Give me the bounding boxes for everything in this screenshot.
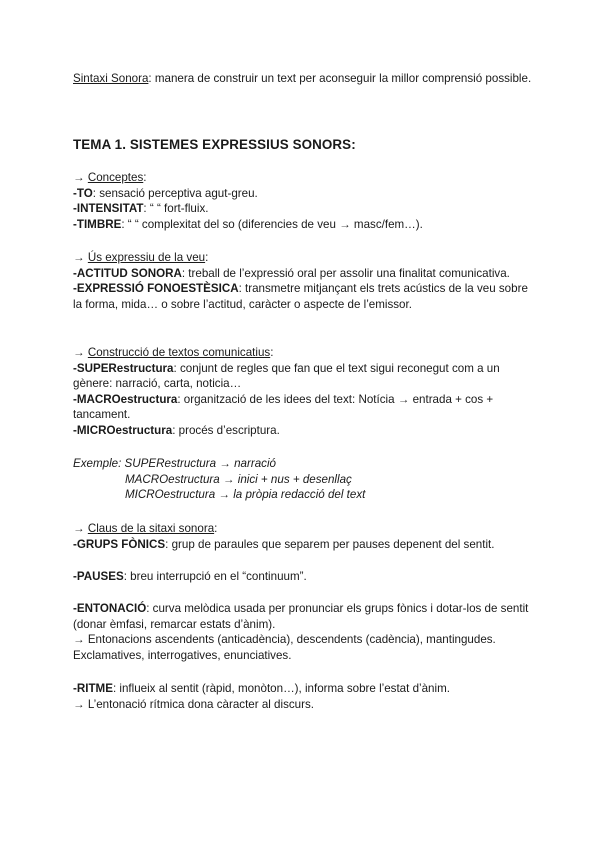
section-title: TEMA 1. SISTEMES EXPRESSIUS SONORS: — [73, 137, 356, 152]
us-heading: → Ús expressiu de la veu: — [73, 251, 209, 264]
claus-heading: → Claus de la sitaxi sonora: — [73, 522, 218, 535]
construccio-super: -SUPERestructura: conjunt de regles que fan que el text sigui reconegut com a un gènere: narració, carta, noticia… — [73, 361, 500, 390]
conceptes-heading: → Conceptes: — [73, 171, 147, 184]
construccio-section — [73, 345, 533, 438]
us-actitud: -ACTITUD SONORA: treball de l’expressió oral per assolir una finalitat comunicativa. — [73, 266, 510, 280]
conceptes-section — [73, 170, 533, 232]
intro-text: : manera de construir un text per aconseguir la millor comprensió possible. — [148, 72, 532, 85]
construccio-macro: -MACROestructura: organització de les idees del text: Notícia → entrada + cos + tancament. — [73, 392, 494, 421]
claus-grups: -GRUPS FÒNICS: grup de paraules que separem per pauses depenent del sentit. — [73, 537, 495, 551]
construccio-micro: -MICROestructura: procés d’escriptura. — [73, 423, 280, 437]
exemple-line-2: MACROestructura → inici + nus + desenllaç — [125, 472, 352, 486]
concept-to: -TO: sensació perceptiva agut-greu. — [73, 186, 258, 200]
us-section — [73, 250, 533, 312]
entonacio-note: → Entonacions ascendents (anticadència), descendents (cadència), mantingudes. Exclamatives, interrogatives, enunciatives. — [73, 633, 496, 662]
exemple-line-1: Exemple: SUPERestructura → narració — [73, 457, 276, 470]
exemple-block — [73, 456, 533, 503]
concept-timbre: -TIMBRE: “ “ complexitat del so (diferencies de veu → masc/fem…). — [73, 217, 423, 231]
exemple-line-3: MICROestructura → la pròpia redacció del text — [125, 488, 366, 501]
ritme-note: → L’entonació rítmica dona càracter al discurs. — [73, 697, 315, 711]
concept-intensitat: -INTENSITAT: “ “ fort-fluix. — [73, 202, 209, 215]
claus-pauses: -PAUSES: breu interrupció en el “continuum”. — [73, 570, 307, 583]
construccio-heading: → Construcció de textos comunicatius: — [73, 346, 274, 359]
claus-section — [73, 521, 533, 552]
claus-ritme: -RITME: influeix al sentit (ràpid, monòton…), informa sobre l’estat d’ànim. → L’entonació rítmica dona càracter al discurs. — [73, 681, 533, 712]
us-fonoestesica: -EXPRESSIÓ FONOESTÈSICA: transmetre mitjançant els trets acústics de la veu sobre la forma, mida… o sobre l’actitud, caràcter o aspecte de l’emissor. — [73, 282, 528, 311]
intro-term: Sintaxi Sonora — [73, 72, 149, 85]
claus-entonacio: -ENTONACIÓ: curva melòdica usada per pronunciar els grups fònics i dotar-los de sentit (donar èmfasi, remarcar estats d’ànim). → Entonacions ascendents (anticadència), descendents (cadència), mantingudes. Exclamatives, interrogatives, enunciatives. — [73, 601, 533, 663]
intro-paragraph — [73, 71, 533, 87]
